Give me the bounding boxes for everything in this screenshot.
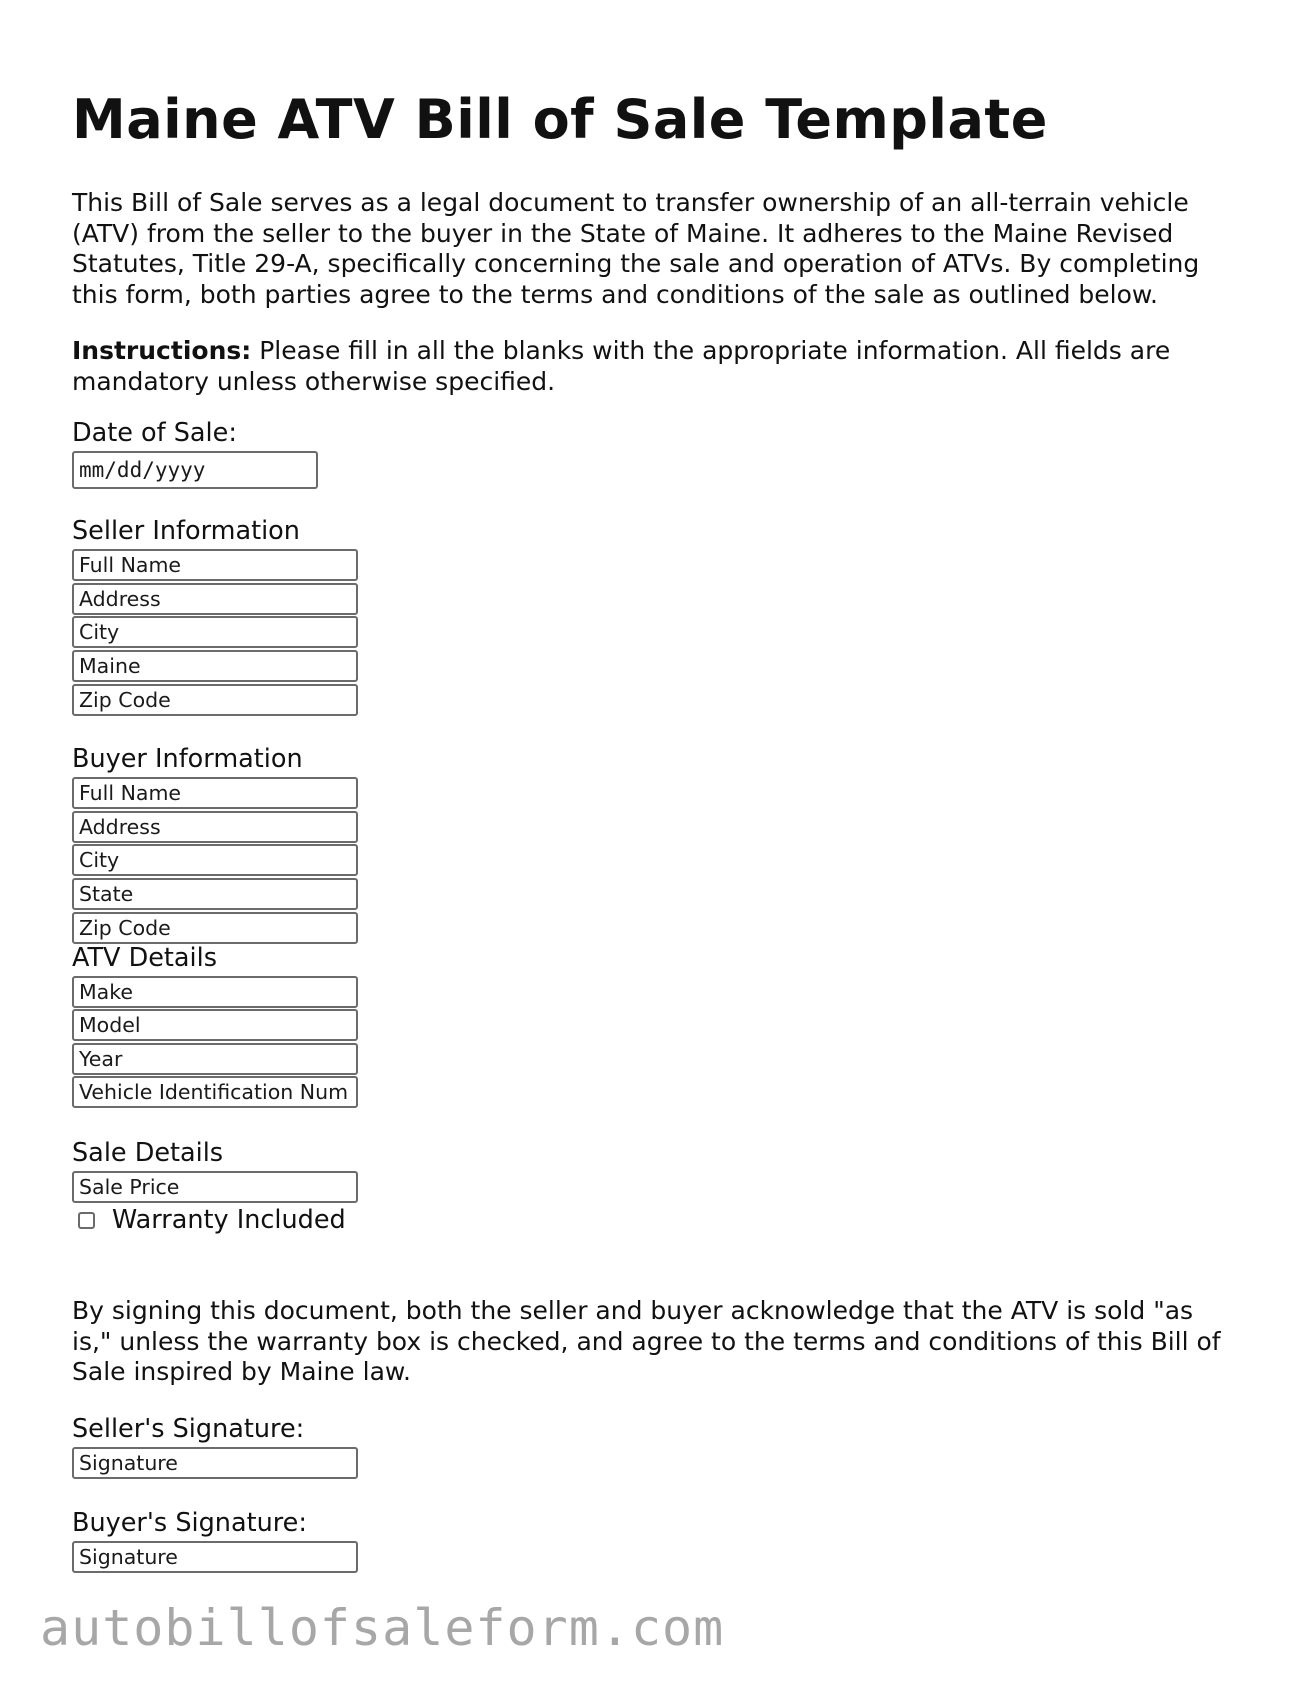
- seller-full-name-input[interactable]: Full Name: [72, 549, 358, 581]
- seller-city-input[interactable]: City: [72, 616, 358, 648]
- seller-signature-label: Seller's Signature:: [72, 1414, 305, 1444]
- seller-signature-input[interactable]: Signature: [72, 1447, 358, 1479]
- instructions-label: Instructions:: [72, 336, 252, 365]
- page-title: Maine ATV Bill of Sale Template: [72, 88, 1048, 151]
- warranty-label: Warranty Included: [112, 1205, 346, 1235]
- seller-information-heading: Seller Information: [72, 516, 300, 546]
- atv-make-input[interactable]: Make: [72, 976, 358, 1008]
- atv-details-heading: ATV Details: [72, 943, 217, 973]
- buyer-full-name-input[interactable]: Full Name: [72, 777, 358, 809]
- atv-model-input[interactable]: Model: [72, 1009, 358, 1041]
- date-of-sale-input[interactable]: mm/dd/yyyy: [72, 451, 318, 489]
- date-of-sale-label: Date of Sale:: [72, 418, 237, 448]
- atv-year-input[interactable]: Year: [72, 1043, 358, 1075]
- buyer-signature-input[interactable]: Signature: [72, 1541, 358, 1573]
- warranty-checkbox[interactable]: [78, 1212, 95, 1229]
- buyer-information-heading: Buyer Information: [72, 744, 303, 774]
- sale-details-heading: Sale Details: [72, 1138, 224, 1168]
- buyer-zip-code-input[interactable]: Zip Code: [72, 912, 358, 944]
- buyer-signature-label: Buyer's Signature:: [72, 1508, 307, 1538]
- seller-address-input[interactable]: Address: [72, 583, 358, 615]
- instructions-paragraph: [72, 336, 1232, 397]
- buyer-address-input[interactable]: Address: [72, 811, 358, 843]
- sale-price-input[interactable]: Sale Price: [72, 1171, 358, 1203]
- atv-vin-input[interactable]: Vehicle Identification Num: [72, 1076, 358, 1108]
- instructions-text: Please fill in all the blanks with the appropriate information. All fields are mandatory unless otherwise specified.: [72, 336, 1171, 396]
- site-watermark: autobillofsaleform.com: [40, 1599, 725, 1657]
- acknowledgement-paragraph: By signing this document, both the seller and buyer acknowledge that the ATV is sold "as is," unless the warranty box is checked, and agree to the terms and conditions of this Bill of Sale inspired by Maine law.: [72, 1296, 1221, 1386]
- seller-zip-code-input[interactable]: Zip Code: [72, 684, 358, 716]
- buyer-city-input[interactable]: City: [72, 844, 358, 876]
- seller-state-input[interactable]: Maine: [72, 650, 358, 682]
- buyer-state-input[interactable]: State: [72, 878, 358, 910]
- intro-paragraph: This Bill of Sale serves as a legal document to transfer ownership of an all-terrain vehicle (ATV) from the seller to the buyer in the State of Maine. It adheres to the Maine Revised Statutes, Title 29-A, specifically concerning the sale and operation of ATVs. By completing this form, both parties agree to the terms and conditions of the sale as outlined below.: [72, 188, 1200, 309]
- warranty-row[interactable]: [78, 1205, 346, 1235]
